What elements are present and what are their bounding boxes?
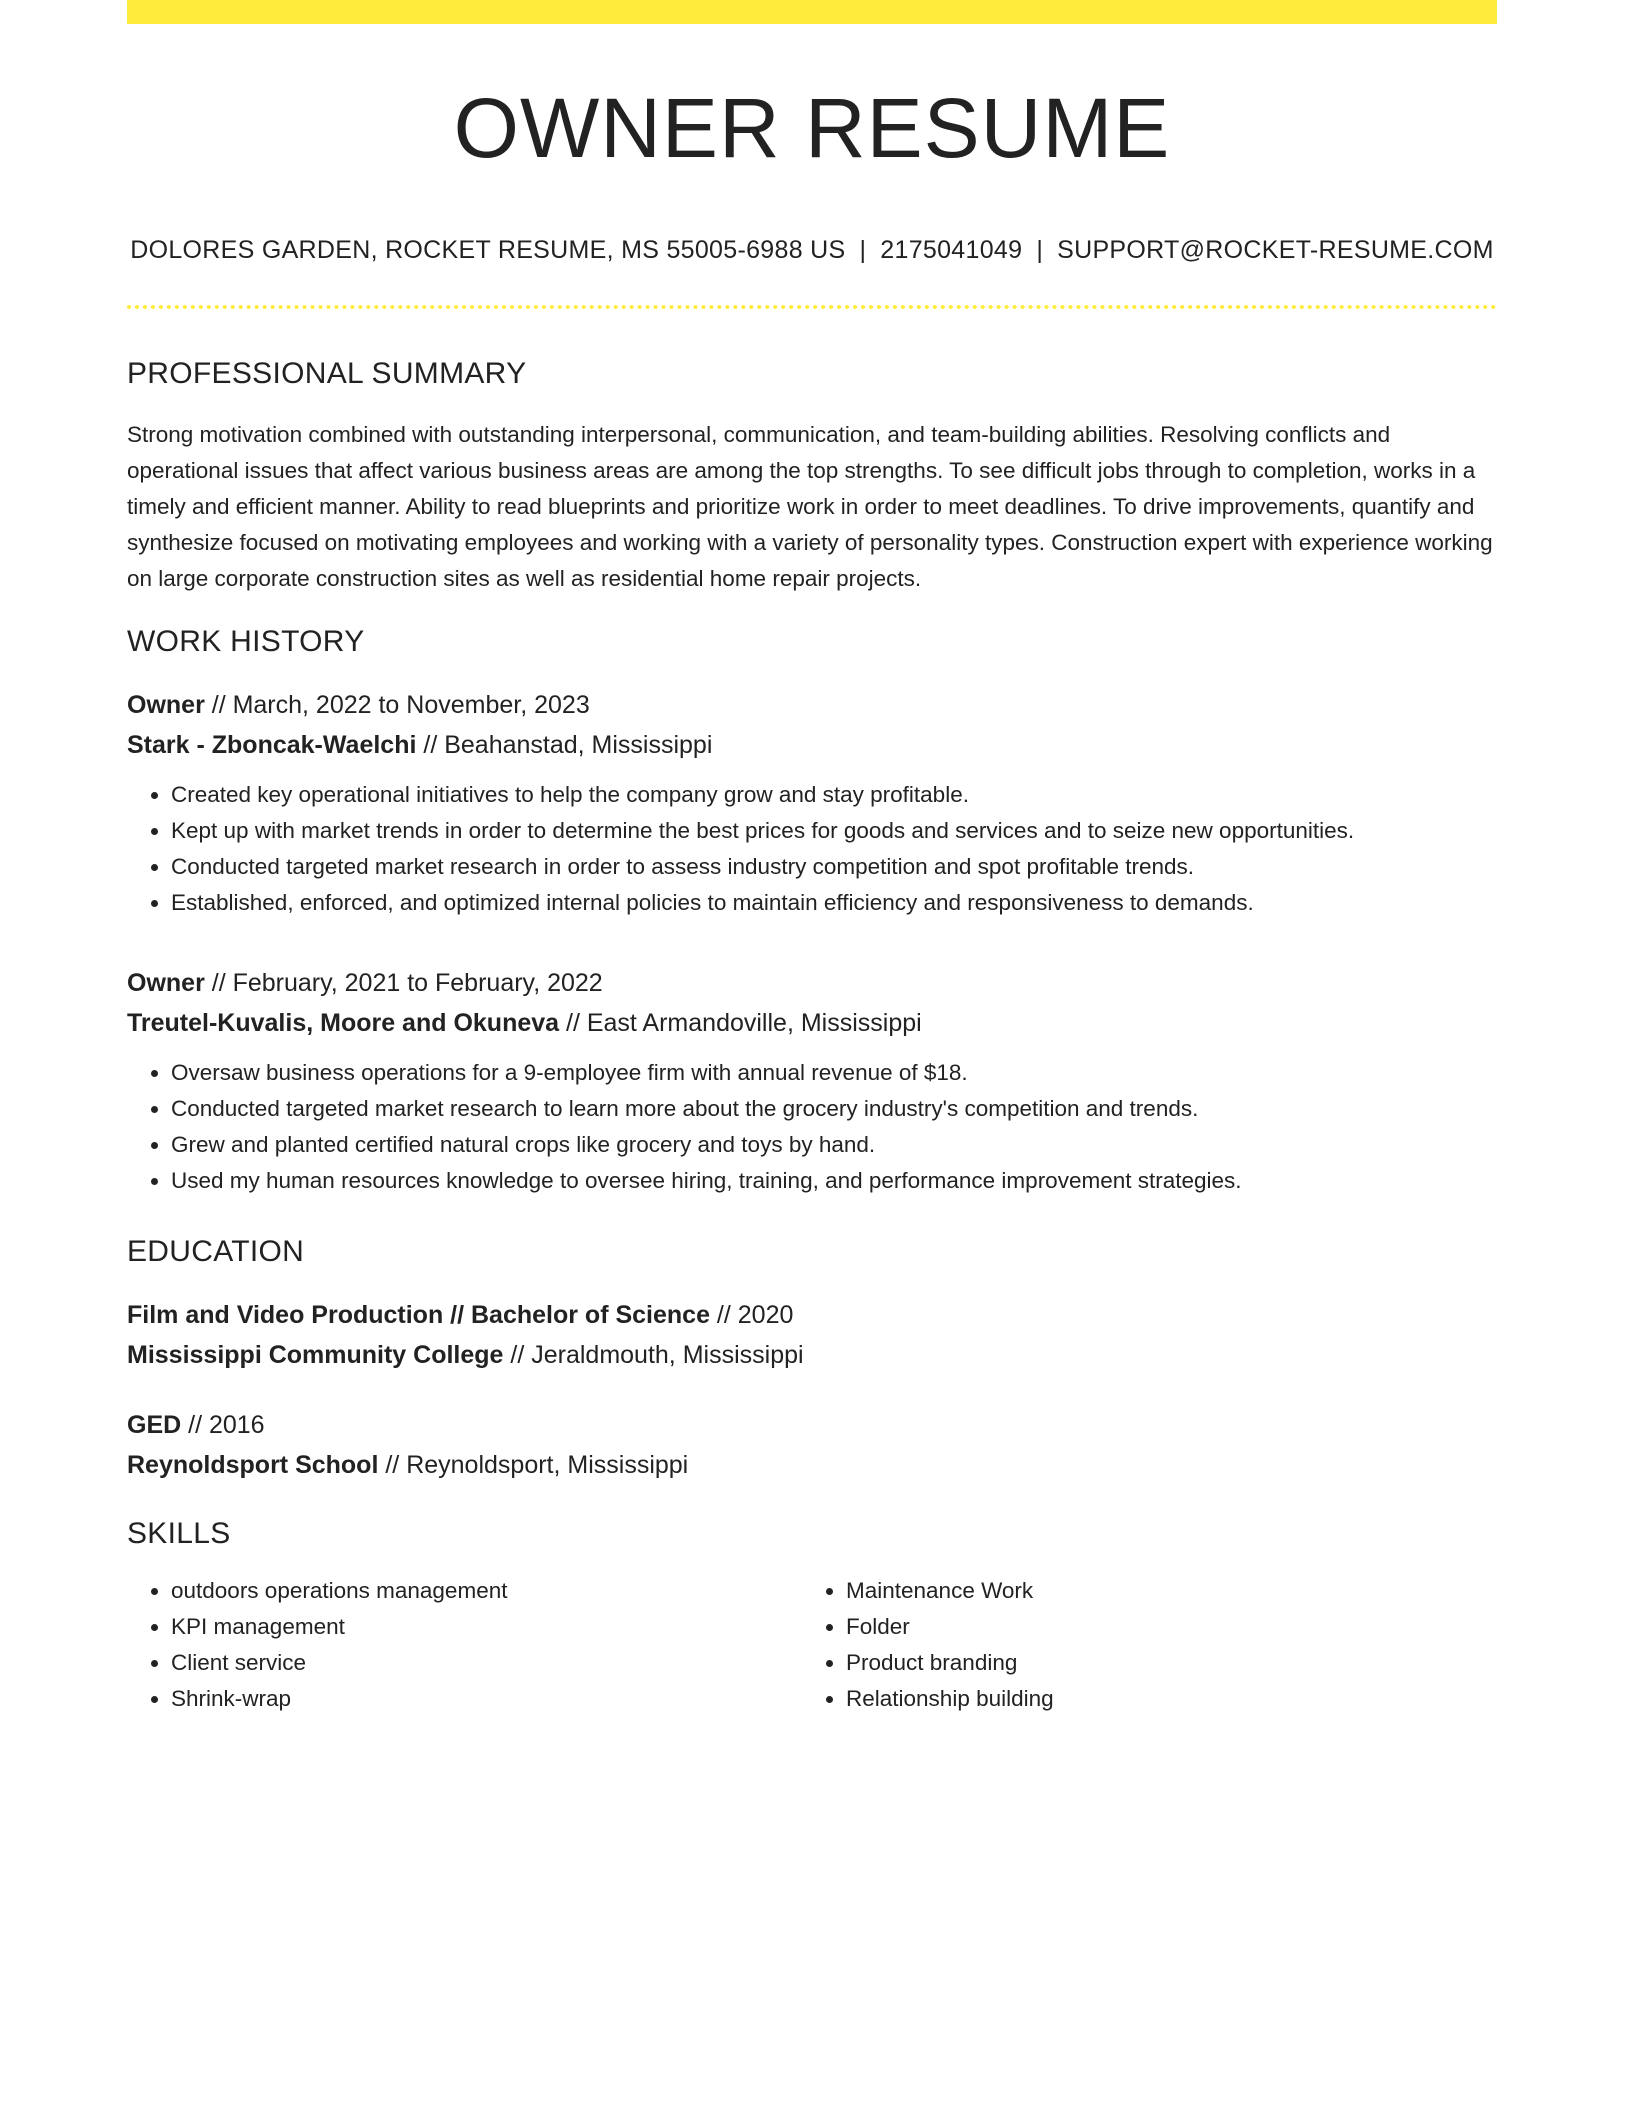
- section-heading-education: EDUCATION: [127, 1235, 305, 1268]
- job-dates: // March, 2022 to November, 2023: [204, 691, 590, 719]
- job-entry: [127, 963, 1497, 1199]
- job-title-line: [127, 685, 1497, 725]
- contact-separator: |: [1036, 236, 1044, 264]
- skill-item: • Maintenance Work: [846, 1573, 1477, 1609]
- education-school-line: [127, 1445, 1497, 1485]
- skill-item: • Client service: [171, 1645, 802, 1681]
- skill-item: • Folder: [846, 1609, 1477, 1645]
- job-bullet: • Grew and planted certified natural crops like grocery and toys by hand.: [171, 1127, 1497, 1163]
- job-bullet: • Created key operational initiatives to help the company grow and stay profitable.: [171, 777, 1497, 813]
- job-company-line: [127, 1003, 1497, 1043]
- job-bullet: • Conducted targeted market research in order to assess industry competition and spot profitable trends.: [171, 849, 1497, 885]
- contact-address: DOLORES GARDEN, ROCKET RESUME, MS 55005-6988 US: [130, 236, 846, 264]
- job-bullets: [127, 1055, 1497, 1199]
- contact-line: [127, 236, 1497, 265]
- job-entry: [127, 685, 1497, 921]
- contact-separator: |: [859, 236, 867, 264]
- job-title: Owner: [127, 691, 205, 719]
- skill-item: • Relationship building: [846, 1681, 1477, 1717]
- education-school: Reynoldsport School: [127, 1451, 379, 1479]
- education-school: Mississippi Community College: [127, 1341, 504, 1369]
- job-company: Stark - Zboncak-Waelchi: [127, 731, 417, 759]
- contact-email[interactable]: SUPPORT@ROCKET-RESUME.COM: [1057, 236, 1494, 264]
- job-title-line: [127, 963, 1497, 1003]
- job-bullet: • Kept up with market trends in order to determine the best prices for goods and services and to seize new opportunities.: [171, 813, 1497, 849]
- job-title: Owner: [127, 969, 205, 997]
- education-school-line: [127, 1335, 1497, 1375]
- education-degree-line: [127, 1405, 1497, 1445]
- section-heading-skills: SKILLS: [127, 1517, 231, 1550]
- job-bullet: • Conducted targeted market research to learn more about the grocery industry's competition and trends.: [171, 1091, 1497, 1127]
- skill-item: • KPI management: [171, 1609, 802, 1645]
- skill-item: • Product branding: [846, 1645, 1477, 1681]
- contact-phone[interactable]: 2175041049: [880, 236, 1023, 264]
- education-location: // Jeraldmouth, Mississippi: [503, 1341, 804, 1369]
- section-heading-work: WORK HISTORY: [127, 625, 365, 658]
- resume-title: OWNER RESUME: [453, 81, 1171, 175]
- skills-column-left: [127, 1573, 802, 1717]
- dotted-divider: [127, 305, 1497, 309]
- education-degree: GED: [127, 1411, 182, 1439]
- resume-page: [127, 0, 1497, 1717]
- education-location: // Reynoldsport, Mississippi: [378, 1451, 689, 1479]
- skills-column-right: [802, 1573, 1477, 1717]
- skill-item: • outdoors operations management: [171, 1573, 802, 1609]
- education-year: // 2016: [181, 1411, 265, 1439]
- job-dates: // February, 2021 to February, 2022: [204, 969, 603, 997]
- job-company-line: [127, 725, 1497, 765]
- top-accent-bar: [127, 0, 1497, 24]
- job-company: Treutel-Kuvalis, Moore and Okuneva: [127, 1009, 560, 1037]
- education-entry: [127, 1295, 1497, 1375]
- job-bullet: • Oversaw business operations for a 9-employee firm with annual revenue of $18.: [171, 1055, 1497, 1091]
- job-bullets: [127, 777, 1497, 921]
- education-degree-line: [127, 1295, 1497, 1335]
- job-location: // East Armandoville, Mississippi: [559, 1009, 922, 1037]
- job-bullet: • Used my human resources knowledge to oversee hiring, training, and performance improvement strategies.: [171, 1163, 1497, 1199]
- section-heading-summary: PROFESSIONAL SUMMARY: [127, 357, 527, 390]
- job-location: // Beahanstad, Mississippi: [416, 731, 713, 759]
- summary-paragraph: Strong motivation combined with outstanding interpersonal, communication, and team-building abilities. Resolving conflicts and operational issues that affect various business areas are among the top strengths. To see difficult jobs through to completion, works in a timely and efficient manner. Ability to read blueprints and prioritize work in order to meet deadlines. To drive improvements, quantify and synthesize focused on motivating employees and working with a variety of personality types. Construction expert with experience working on large corporate construction sites as well as residential home repair projects.: [127, 422, 1493, 591]
- education-year: // 2020: [709, 1301, 794, 1329]
- job-bullet: • Established, enforced, and optimized internal policies to maintain efficiency and responsiveness to demands.: [171, 885, 1497, 921]
- education-degree: Film and Video Production // Bachelor of Science: [127, 1301, 710, 1329]
- skill-item: • Shrink-wrap: [171, 1681, 802, 1717]
- skills-list: [127, 1573, 1497, 1717]
- education-entry: [127, 1405, 1497, 1485]
